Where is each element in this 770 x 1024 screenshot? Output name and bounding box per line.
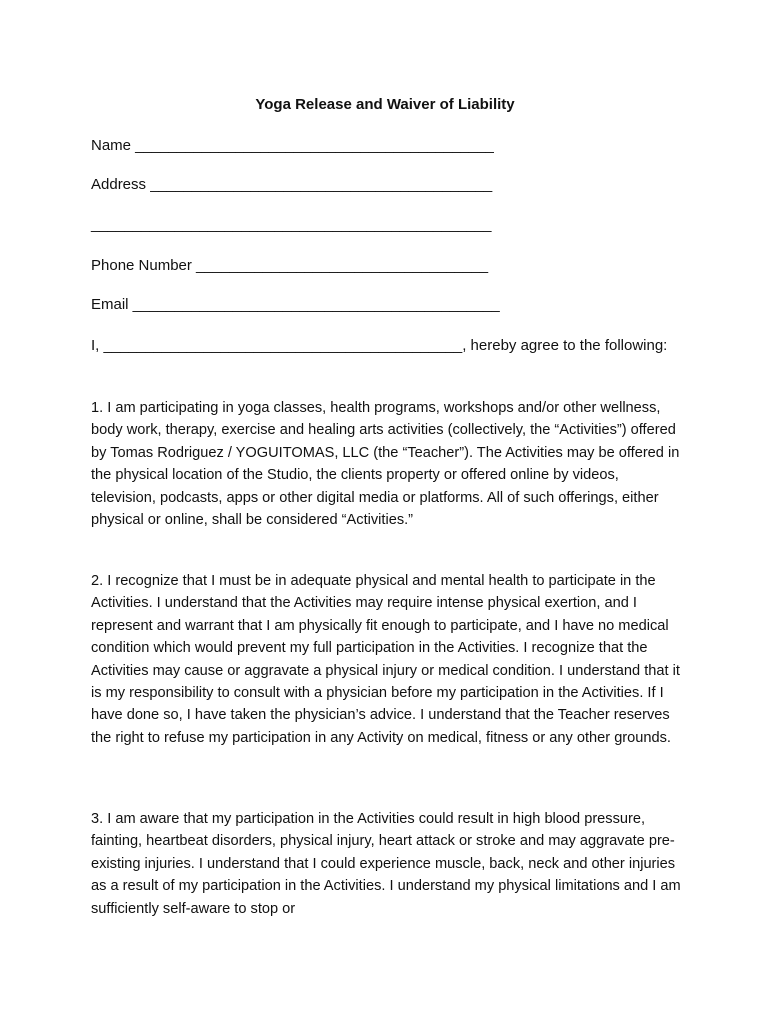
name-field: Name ___________________________________________ [91, 137, 494, 154]
email-field: Email ____________________________________________ [91, 296, 500, 313]
agreement-statement: I, ___________________________________________, hereby agree to the following: [91, 337, 668, 354]
address-line2-field: ________________________________________________ [91, 216, 492, 233]
phone-field: Phone Number ___________________________________ [91, 257, 489, 274]
paragraph-2: 2. I recognize that I must be in adequate physical and mental health to participate in the Activities. I understand that the Activities may require intense physical exertion, and I represent and warrant that I am physically fit enough to participate, and I have no medical condition which would prevent my full participation in the Activities. I recognize that the Activities may cause or aggravate a physical injury or medical condition. I understand that it is my responsibility to consult with a physician before my participation in the Activities. If I have done so, I have taken the physician’s advice. I understand that the Teacher reserves the right to refuse my participation in any Activity on medical, fitness or any other grounds. [91, 573, 680, 746]
document-title: Yoga Release and Waiver of Liability [255, 96, 515, 113]
address-field: Address _________________________________________ [91, 176, 493, 193]
paragraph-3: 3. I am aware that my participation in the Activities could result in high blood pressure, fainting, heartbeat disorders, physical injury, heart attack or stroke and may aggravate pre-existing injuries. I understand that I could experience muscle, back, neck and other injuries as a result of my participation in the Activities. I understand my physical limitations and I am sufficiently self-aware to stop or [91, 811, 681, 917]
paragraph-1: 1. I am participating in yoga classes, health programs, workshops and/or other wellness, body work, therapy, exercise and healing arts activities (collectively, the “Activities”) offered by Tomas Rodriguez / YOGUITOMAS, LLC (the “Teacher”). The Activities may be offered in the physical location of the Studio, the clients property or offered online by videos, television, podcasts, apps or other digital media or platforms. All of such offerings, either physical or online, shall be considered “Activities.” [91, 400, 680, 529]
